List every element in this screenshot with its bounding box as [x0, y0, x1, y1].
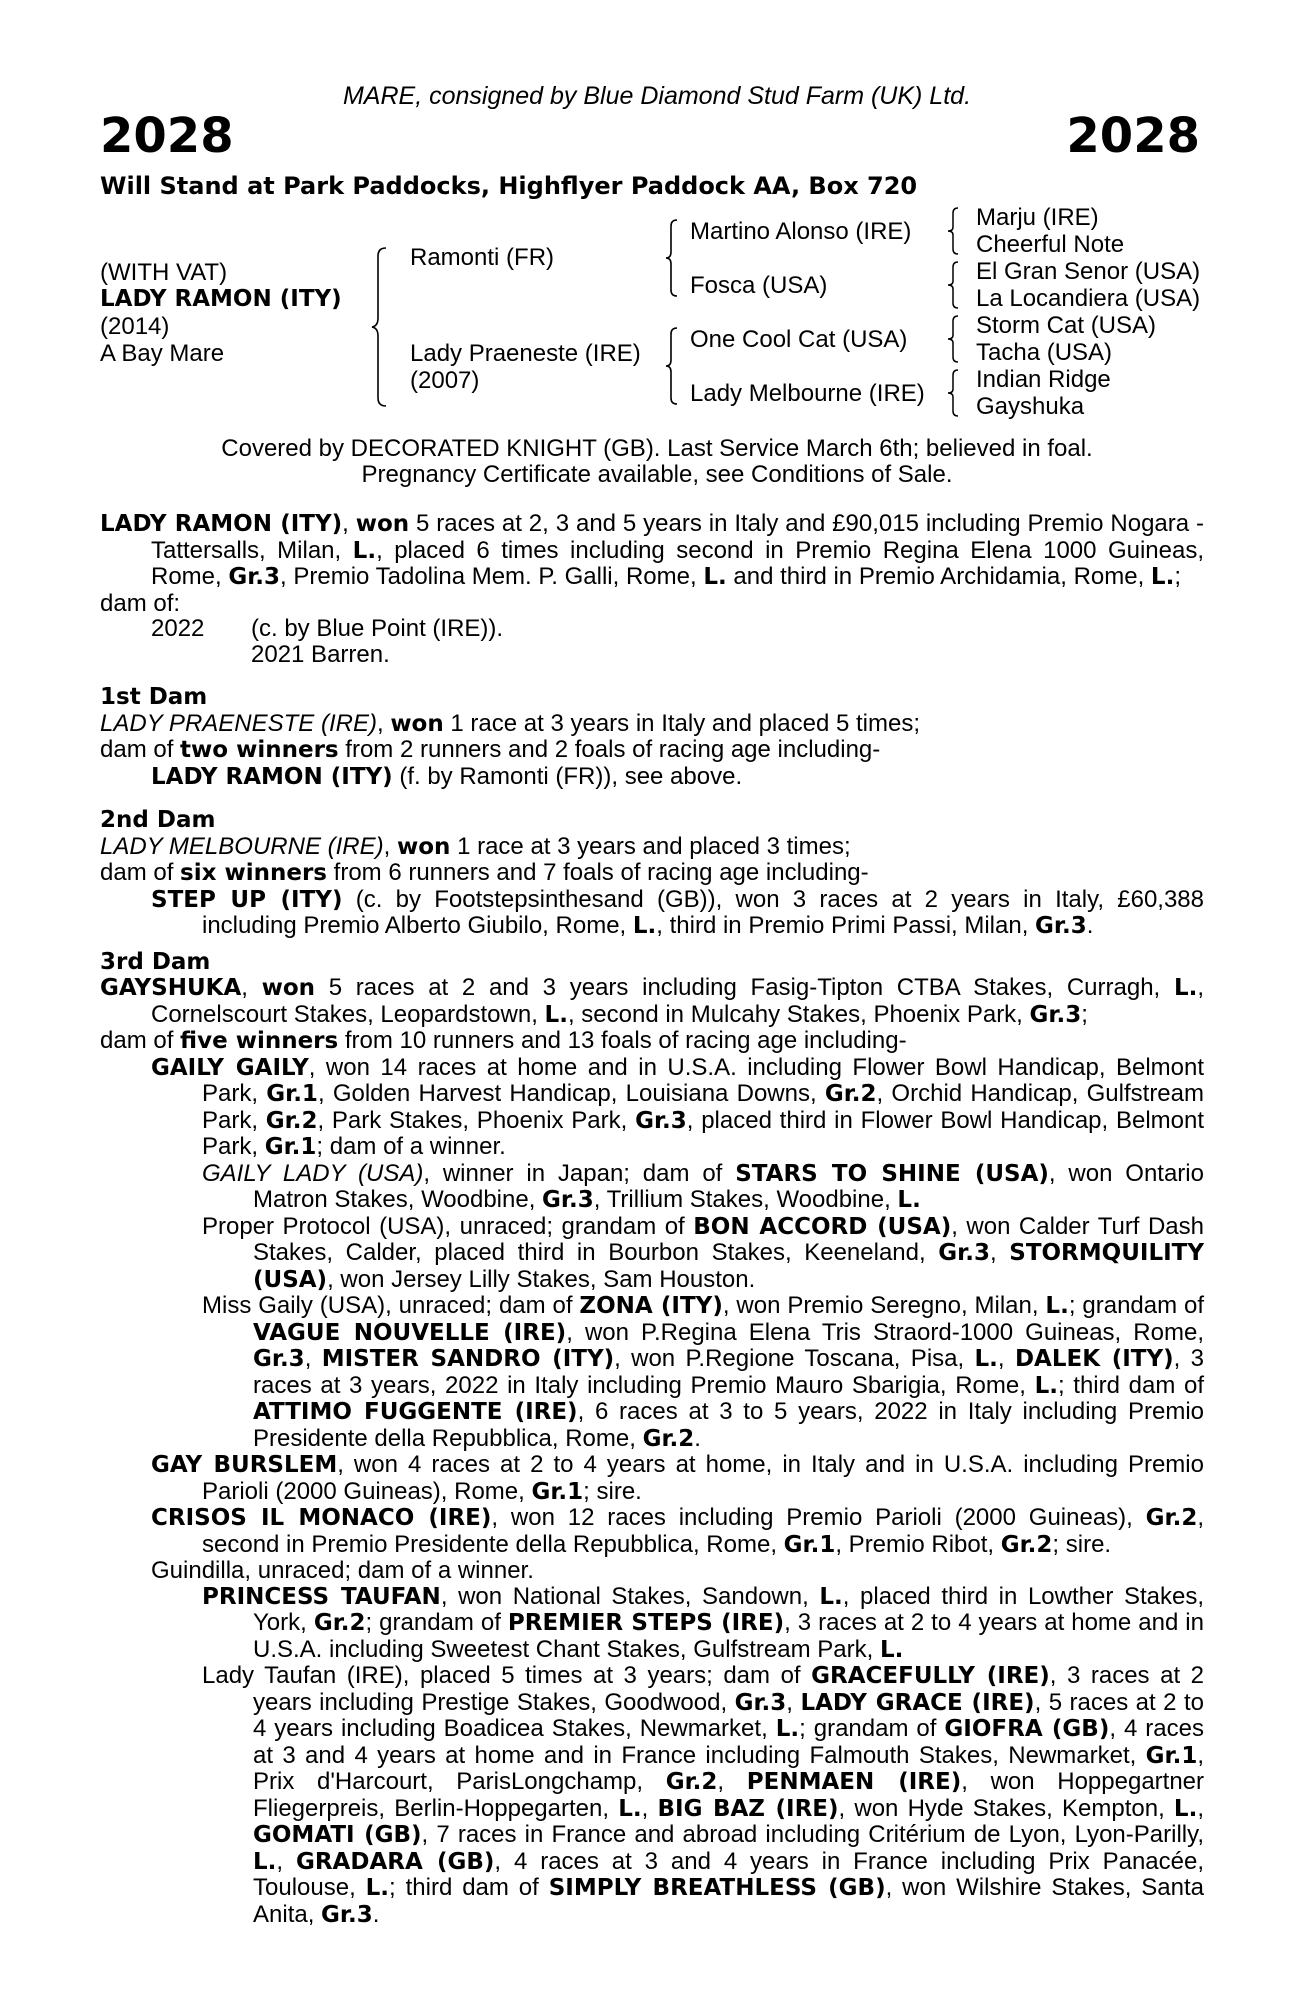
first-dam-issue: LADY RAMON (ITY) (f. by Ramonti (FR)), see above.: [151, 762, 743, 790]
dam-name: Lady Praeneste (IRE): [410, 340, 641, 367]
first-dam-record: LADY PRAENESTE (IRE), won 1 race at 3 years in Italy and placed 5 times;: [100, 709, 920, 737]
ggp-5: Storm Cat (USA): [976, 312, 1157, 339]
dam-of-label: dam of:: [100, 589, 181, 617]
sire-dam-name: Fosca (USA): [690, 272, 828, 299]
horse-description: A Bay Mare: [100, 340, 225, 367]
crisos-record: CRISOS IL MONACO (IRE), won 12 races including Premio Parioli (2000 Guineas), Gr.2, second in Premio Presidente della Repubblica, Rome, Gr.1, Premio Ribot, Gr.2; sire.: [151, 1504, 1205, 1558]
ggp-1: Marju (IRE): [976, 204, 1099, 231]
first-dam-produce: dam of two winners from 2 runners and 2 foals of racing age including-: [100, 736, 881, 763]
ggp-3: El Gran Senor (USA): [976, 258, 1201, 285]
brace-ggp-1: [946, 205, 960, 257]
guindilla-record: Guindilla, unraced; dam of a winner.: [151, 1557, 534, 1584]
dam-sire-name: One Cool Cat (USA): [690, 326, 908, 353]
consignment-line: MARE, consigned by Blue Diamond Stud Farm (UK) Ltd.: [342, 82, 972, 110]
sire-name: Ramonti (FR): [410, 244, 555, 271]
produce-row: 2022 (c. by Blue Point (IRE)).: [151, 615, 504, 642]
brace-sire: [664, 218, 680, 298]
ggp-8: Gayshuka: [976, 393, 1085, 420]
covered-line-2: Pregnancy Certificate available, see Conditions of Sale.: [361, 461, 953, 488]
second-dam-heading: 2nd Dam: [100, 807, 216, 833]
horse-year: (2014): [100, 313, 170, 340]
lot-number-right: 2028: [1066, 108, 1200, 164]
stand-location: Will Stand at Park Paddocks, Highflyer Paddock AA, Box 720: [100, 172, 918, 200]
third-dam-produce: dam of five winners from 10 runners and 13 foals of racing age including-: [100, 1027, 907, 1054]
brace-ggp-4: [946, 367, 960, 419]
proper-protocol-record: Proper Protocol (USA), unraced; grandam of BON ACCORD (USA), won Calder Turf Dash Stakes, Calder, placed third in Bourbon Stakes, Keeneland, Gr.3, STORMQUILITY (USA), won Jersey Lilly Stakes, Sam Houston.: [202, 1212, 1205, 1293]
vat-label: (WITH VAT): [100, 259, 228, 286]
brace-main: [370, 246, 390, 408]
third-dam-record: GAYSHUKA, won 5 races at 2 and 3 years including Fasig-Tipton CTBA Stakes, Curragh, L., Cornelscourt Stakes, Leopardstown, L., second in Mulcahy Stakes, Phoenix Park, Gr.3;: [100, 974, 1205, 1028]
lot-number-left: 2028: [100, 108, 234, 164]
catalogue-body: [100, 511, 1204, 1928]
dam-dam-name: Lady Melbourne (IRE): [690, 380, 925, 407]
barren-row: 2021 Barren.: [251, 640, 390, 668]
third-dam-heading: 3rd Dam: [100, 948, 211, 975]
ggp-2: Cheerful Note: [976, 231, 1125, 258]
dam-year: (2007): [410, 367, 480, 394]
second-dam-record: LADY MELBOURNE (IRE), won 1 race at 3 years and placed 3 times;: [100, 832, 851, 860]
ggp-7: Indian Ridge: [976, 366, 1111, 393]
gaily-gaily-record: GAILY GAILY, won 14 races at home and in U.S.A. including Flower Bowl Handicap, Belmont Park, Gr.1, Golden Harvest Handicap, Louisiana Downs, Gr.2, Orchid Handicap, Gulfstream Park, Gr.2, Park Stakes, Phoenix Park, Gr.3, placed third in Flower Bowl Handicap, Belmont Park, Gr.1; dam of a winner.: [151, 1053, 1205, 1160]
second-dam-produce: dam of six winners from 6 runners and 7 foals of racing age including-: [100, 859, 869, 886]
brace-ggp-3: [946, 313, 960, 365]
gaily-lady-record: GAILY LADY (USA), winner in Japan; dam of STARS TO SHINE (USA), won Ontario Matron Stakes, Woodbine, Gr.3, Trillium Stakes, Woodbine, L.: [202, 1159, 1204, 1213]
lady-taufan-record: Lady Taufan (IRE), placed 5 times at 3 years; dam of GRACEFULLY (IRE), 3 races at 2 years including Prestige Stakes, Goodwood, Gr.3, LADY GRACE (IRE), 5 races at 2 to 4 years including Boadicea Stakes, Newmarket, L.; grandam of GIOFRA (GB), 4 races at 3 and 4 years at home and in France including Falmouth Stakes, Newmarket, Gr.1, Prix d'Harcourt, ParisLongchamp, Gr.2, PENMAEN (IRE), won Hoppegartner Fliegerpreis, Berlin-Hoppegarten, L., BIG BAZ (IRE), won Hyde Stakes, Kempton, L., GOMATI (GB), 7 races in France and abroad including Critérium de Lyon, Lyon-Parilly, L., GRADARA (GB), 4 races at 3 and 4 years in France including Prix Panacée, Toulouse, L.; third dam of SIMPLY BREATHLESS (GB), won Wilshire Stakes, Santa Anita, Gr.3.: [202, 1662, 1205, 1928]
sire-sire-name: Martino Alonso (IRE): [690, 218, 912, 245]
horse-name: LADY RAMON (ITY): [100, 286, 342, 312]
princess-taufan-record: PRINCESS TAUFAN, won National Stakes, Sandown, L., placed third in Lowther Stakes, York, Gr.2; grandam of PREMIER STEPS (IRE), 3 races at 2 to 4 years at home and in U.S.A. including Sweetest Chant Stakes, Gulfstream Park, L.: [202, 1582, 1204, 1663]
second-dam-issue: STEP UP (ITY) (c. by Footstepsinthesand (GB)), won 3 races at 2 years in Italy, £60,388 including Premio Alberto Giubilo, Rome, L., third in Premio Primi Passi, Milan, Gr.3.: [151, 885, 1204, 939]
covered-note: [0, 436, 1314, 488]
first-dam-heading: 1st Dam: [100, 684, 208, 710]
brace-dam: [664, 326, 680, 406]
miss-gaily-record: Miss Gaily (USA), unraced; dam of ZONA (ITY), won Premio Seregno, Milan, L.; grandam of VAGUE NOUVELLE (IRE), won P.Regina Elena Tris Straord-1000 Guineas, Rome, Gr.3, MISTER SANDRO (ITY), won P.Regione Toscana, Pisa, L., DALEK (ITY), 3 races at 3 years, 2022 in Italy including Premio Mauro Sbarigia, Rome, L.; third dam of ATTIMO FUGGENTE (IRE), 6 races at 3 to 5 years, 2022 in Italy including Premio Presidente della Repubblica, Rome, Gr.2.: [202, 1292, 1205, 1452]
covered-line-1: Covered by DECORATED KNIGHT (GB). Last Service March 6th; believed in foal.: [221, 435, 1093, 462]
gay-burslem-record: GAY BURSLEM, won 4 races at 2 to 4 years at home, in Italy and in U.S.A. including Premio Parioli (2000 Guineas), Rome, Gr.1; sire.: [151, 1451, 1204, 1505]
ggp-4: La Locandiera (USA): [976, 285, 1201, 312]
ggp-6: Tacha (USA): [976, 339, 1113, 366]
main-record: LADY RAMON (ITY), won 5 races at 2, 3 and 5 years in Italy and £90,015 including Premio Nogara - Tattersalls, Milan, L., placed 6 times including second in Premio Regina Elena 1000 Guineas, Rome, Gr.3, Premio Tadolina Mem. P. Galli, Rome, L. and third in Premio Archidamia, Rome, L.;: [100, 510, 1205, 590]
brace-ggp-2: [946, 259, 960, 311]
